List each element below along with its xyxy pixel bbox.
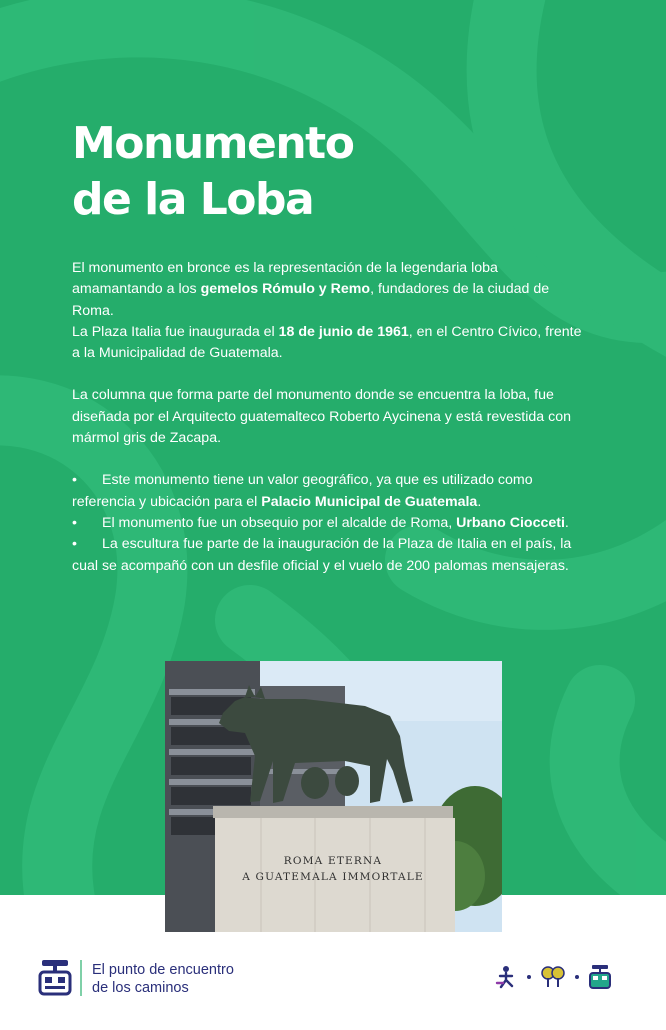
paragraph-1: El monumento en bronce es la representación de la legendaria loba amamantando a los gemelos Rómulo y Remo, fundadores de la ciudad de Roma. [72, 260, 550, 319]
bullet-marker: • [72, 514, 77, 531]
paragraph-2: La Plaza Italia fue inaugurada el 18 de junio de 1961, en el Centro Cívico, frente a la Municipalidad de Guatemala. [72, 323, 582, 362]
cable-car-icon [38, 960, 72, 996]
paragraph-3: La columna que forma parte del monumento donde se encuentra la loba, fue diseñada por el Arquitecto guatemalteco Roberto Aycinena y está revestida con mármol gris de Zacapa. [72, 387, 571, 447]
title-line-1: Monumento [72, 118, 354, 169]
separator-dot [527, 975, 531, 979]
bullet-item: • La escultura fue parte de la inauguración de la Plaza de Italia en el país, la cual se acompañó con un desfile oficial y el vuelo de 200 palomas mensajeras. [72, 536, 572, 574]
bullet-marker: • [72, 472, 77, 489]
cable-car-icon [589, 965, 611, 989]
page-title [72, 116, 353, 228]
monument-illustration [165, 661, 502, 932]
inscription-line-2: A GUATEMALA IMMORTALE [242, 871, 424, 883]
bullet-marker: • [72, 536, 77, 553]
bullet-item: • Este monumento tiene un valor geográfico, ya que es utilizado como referencia y ubicación para el Palacio Municipal de Guatemala. [72, 472, 533, 510]
emphasis-twins: gemelos Rómulo y Remo [200, 281, 371, 298]
monument-photo [165, 661, 502, 932]
tagline [92, 961, 234, 997]
separator-dot [575, 975, 579, 979]
title-line-2: de la Loba [72, 174, 314, 225]
tagline-line-2: de los caminos [92, 980, 189, 996]
trees-icon [541, 965, 565, 989]
description [72, 258, 592, 577]
inscription-line-1: ROMA ETERNA [283, 855, 383, 867]
footer-divider [80, 960, 82, 996]
tagline-line-1: El punto de encuentro [92, 962, 234, 978]
footer-icon-row [495, 964, 611, 990]
emphasis-date: 18 de junio de 1961 [278, 323, 409, 340]
person-icon [495, 965, 517, 989]
bullet-item: • El monumento fue un obsequio por el alcalde de Roma, Urbano Ciocceti. [72, 513, 592, 534]
